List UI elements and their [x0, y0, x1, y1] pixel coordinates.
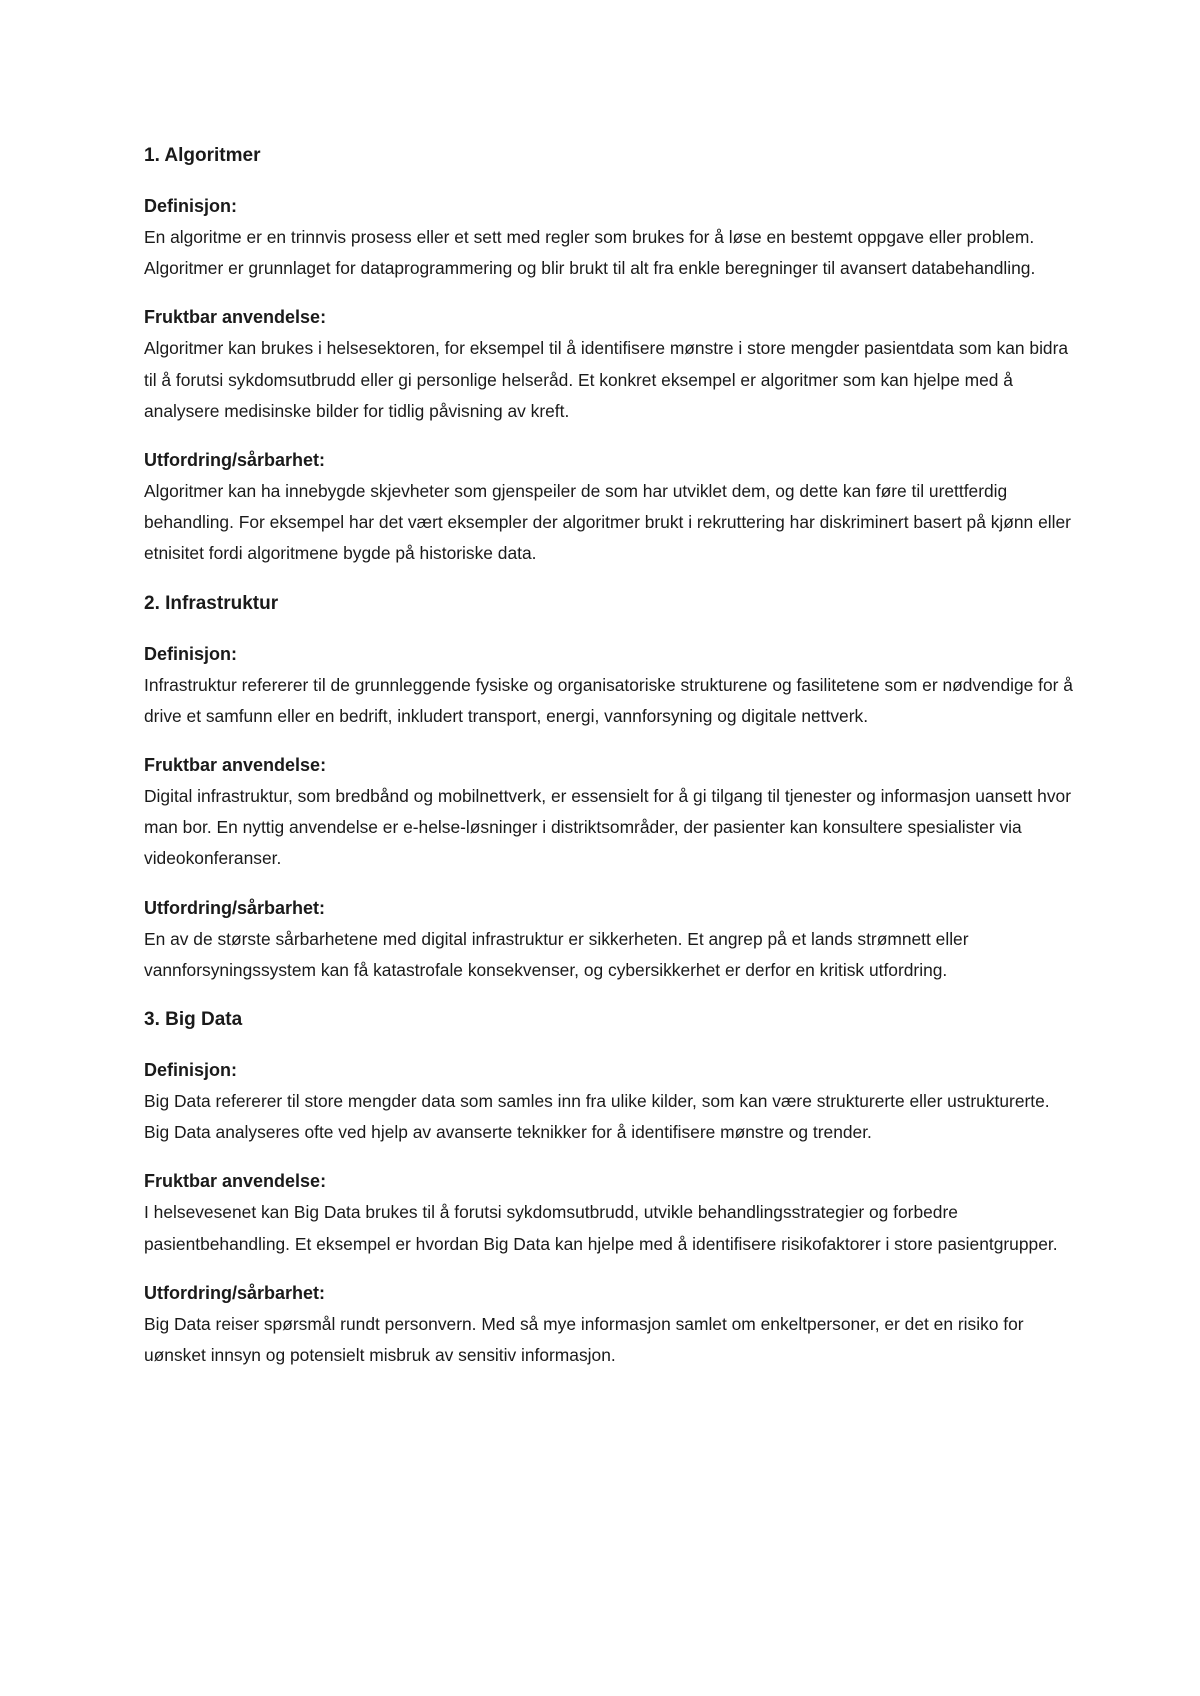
section-heading: 3. Big Data	[144, 1009, 243, 1031]
definition-block	[144, 639, 1074, 732]
definition-block	[144, 191, 1074, 284]
application-block	[144, 1166, 1074, 1259]
block-text: Big Data reiser spørsmål rundt personvern. Med så mye informasjon samlet om enkeltpersoner, er det en risiko for uønsket innsyn og potensielt misbruk av sensitiv informasjon.	[144, 1313, 1024, 1366]
challenge-block	[144, 893, 1074, 986]
document-page	[144, 140, 1074, 1389]
definition-block	[144, 1055, 1074, 1148]
challenge-block	[144, 445, 1074, 570]
block-text: Algoritmer kan ha innebygde skjevheter som gjenspeiler de som har utviklet dem, og dette kan føre til urettferdig behandling. For eksempel har det vært eksempler der algoritmer brukt i rekruttering har diskriminert basert på kjønn eller etnisitet fordi algoritmene bygde på historiske data.	[144, 481, 1071, 564]
block-label: Definisjon:	[144, 196, 237, 216]
application-block	[144, 302, 1074, 427]
application-block	[144, 750, 1074, 875]
block-label: Utfordring/sårbarhet:	[144, 897, 326, 918]
section-heading: 2. Infrastruktur	[144, 592, 279, 614]
challenge-block	[144, 1278, 1074, 1371]
block-label: Definisjon:	[144, 1060, 237, 1081]
block-text: Digital infrastruktur, som bredbånd og mobilnettverk, er essensielt for å gi tilgang til tjenester og informasjon uansett hvor man bor. En nyttig anvendelse er e-helse-løsninger i distriktsområder, der pasienter kan konsultere spesialister via videokonferanser.	[144, 786, 1072, 869]
block-label: Fruktbar anvendelse:	[144, 755, 327, 776]
section-algoritmer	[144, 140, 1074, 570]
section-infrastruktur	[144, 588, 1074, 986]
block-text: I helsevesenet kan Big Data brukes til å forutsi sykdomsutbrudd, utvikle behandlingsstrategier og forbedre pasientbehandling. Et eksempel er hvordan Big Data kan hjelpe med å identifisere risikofaktorer i store pasientgrupper.	[144, 1202, 1058, 1254]
block-label: Utfordring/sårbarhet:	[144, 1282, 326, 1303]
section-big-data	[144, 1004, 1074, 1371]
section-heading: 1. Algoritmer	[144, 145, 261, 166]
block-text: En algoritme er en trinnvis prosess eller et sett med regler som brukes for å løse en bestemt oppgave eller problem. Algoritmer er grunnlaget for dataprogrammering og blir brukt til alt fra enkle beregninger til avansert databehandling.	[144, 227, 1036, 279]
block-label: Fruktbar anvendelse:	[144, 1171, 327, 1192]
block-label: Fruktbar anvendelse:	[144, 307, 327, 328]
block-text: En av de største sårbarhetene med digital infrastruktur er sikkerheten. Et angrep på et lands strømnett eller vannforsyningssystem kan få katastrofale konsekvenser, og cybersikkerhet er derfor en kritisk utfordring.	[144, 928, 969, 980]
block-label: Utfordring/sårbarhet:	[144, 450, 326, 471]
block-label: Definisjon:	[144, 643, 237, 664]
block-text: Big Data refererer til store mengder data som samles inn fra ulike kilder, som kan være strukturerte eller ustrukturerte. Big Data analyseres ofte ved hjelp av avanserte teknikker for å identifisere mønstre og trender.	[144, 1091, 1050, 1143]
block-text: Infrastruktur refererer til de grunnleggende fysiske og organisatoriske strukturene og fasilitetene som er nødvendige for å drive et samfunn eller en bedrift, inkludert transport, energi, vannforsyning og digitale nettverk.	[144, 674, 1073, 726]
block-text: Algoritmer kan brukes i helsesektoren, for eksempel til å identifisere mønstre i store mengder pasientdata som kan bidra til å forutsi sykdomsutbrudd eller gi personlige helseråd. Et konkret eksempel er algoritmer som kan hjelpe med å analysere medisinske bilder for tidlig påvisning av kreft.	[144, 338, 1069, 421]
